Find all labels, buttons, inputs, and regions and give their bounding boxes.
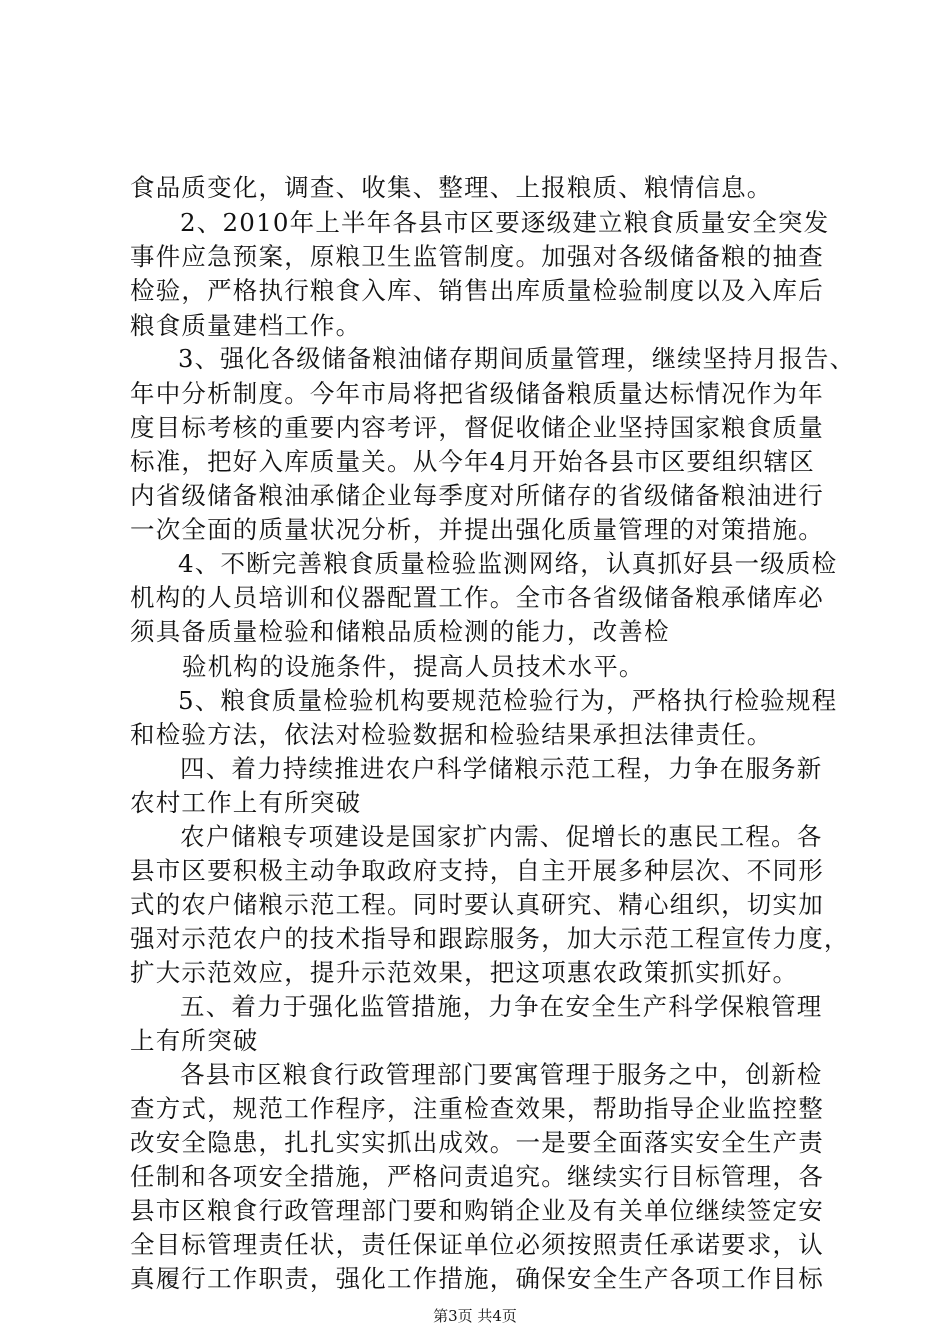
paragraph-line: 农户储粮专项建设是国家扩内需、促增长的惠民工程。各 [180, 822, 823, 851]
text-line: 粮食质量建档工作。 [130, 311, 362, 340]
section-heading-line: 上有所突破 [130, 1026, 259, 1055]
text-line: 任制和各项安全措施，严格问责追究。继续实行目标管理，各 [130, 1162, 824, 1191]
text-line: 县市区粮食行政管理部门要和购销企业及有关单位继续签定安 [130, 1196, 824, 1225]
text-line: 验机构的设施条件，提高人员技术水平。 [182, 652, 645, 681]
text-line: 年中分析制度。今年市局将把省级储备粮质量达标情况作为年 [130, 379, 824, 408]
paragraph-line: 5、粮食质量检验机构要规范检验行为，严格执行检验规程 [178, 686, 838, 715]
text-line: 一次全面的质量状况分析，并提出强化质量管理的对策措施。 [130, 515, 824, 544]
text-line: 和检验方法，依法对检验数据和检验结果承担法律责任。 [130, 720, 773, 749]
paragraph-line: 2、2010年上半年各县市区要逐级建立粮食质量安全突发 [180, 208, 830, 237]
text-line: 扩大示范效应，提升示范效果，把这项惠农政策抓实抓好。 [130, 958, 799, 987]
text-line: 查方式，规范工作程序，注重检查效果，帮助指导企业监控整 [130, 1094, 824, 1123]
text-line: 标准，把好入库质量关。从今年4月开始各县市区要组织辖区 [130, 447, 815, 476]
section-heading-line: 农村工作上有所突破 [130, 788, 362, 817]
text-line: 式的农户储粮示范工程。同时要认真研究、精心组织，切实加 [130, 890, 824, 919]
text-line: 强对示范农户的技术指导和跟踪服务，加大示范工程宣传力度， [130, 924, 850, 953]
paragraph-line: 3、强化各级储备粮油储存期间质量管理，继续坚持月报告、 [178, 344, 855, 373]
text-line: 事件应急预案，原粮卫生监管制度。加强对各级储备粮的抽查 [130, 242, 824, 271]
text-line: 改安全隐患，扎扎实实抓出成效。一是要全面落实安全生产责 [130, 1128, 824, 1157]
page-number-footer: 第3页 共4页 [433, 1307, 517, 1325]
text-line: 机构的人员培训和仪器配置工作。全市各省级储备粮承储库必 [130, 583, 824, 612]
text-line: 食品质变化，调查、收集、整理、上报粮质、粮情信息。 [130, 173, 773, 202]
section-heading-line: 五、着力于强化监管措施，力争在安全生产科学保粮管理 [180, 992, 823, 1021]
text-line: 度目标考核的重要内容考评，督促收储企业坚持国家粮食质量 [130, 413, 824, 442]
paragraph-line: 各县市区粮食行政管理部门要寓管理于服务之中，创新检 [180, 1060, 823, 1089]
text-line: 真履行工作职责，强化工作措施，确保安全生产各项工作目标 [130, 1264, 824, 1293]
text-line: 须具备质量检验和储粮品质检测的能力，改善检 [130, 617, 670, 646]
text-line: 内省级储备粮油承储企业每季度对所储存的省级储备粮油进行 [130, 481, 824, 510]
text-line: 县市区要积极主动争取政府支持，自主开展多种层次、不同形 [130, 856, 824, 885]
paragraph-line: 4、不断完善粮食质量检验监测网络，认真抓好县一级质检 [178, 549, 838, 578]
text-line: 检验，严格执行粮食入库、销售出库质量检验制度以及入库后 [130, 276, 824, 305]
section-heading-line: 四、着力持续推进农户科学储粮示范工程，力争在服务新 [180, 754, 823, 783]
text-line: 全目标管理责任状，责任保证单位必须按照责任承诺要求，认 [130, 1230, 824, 1259]
